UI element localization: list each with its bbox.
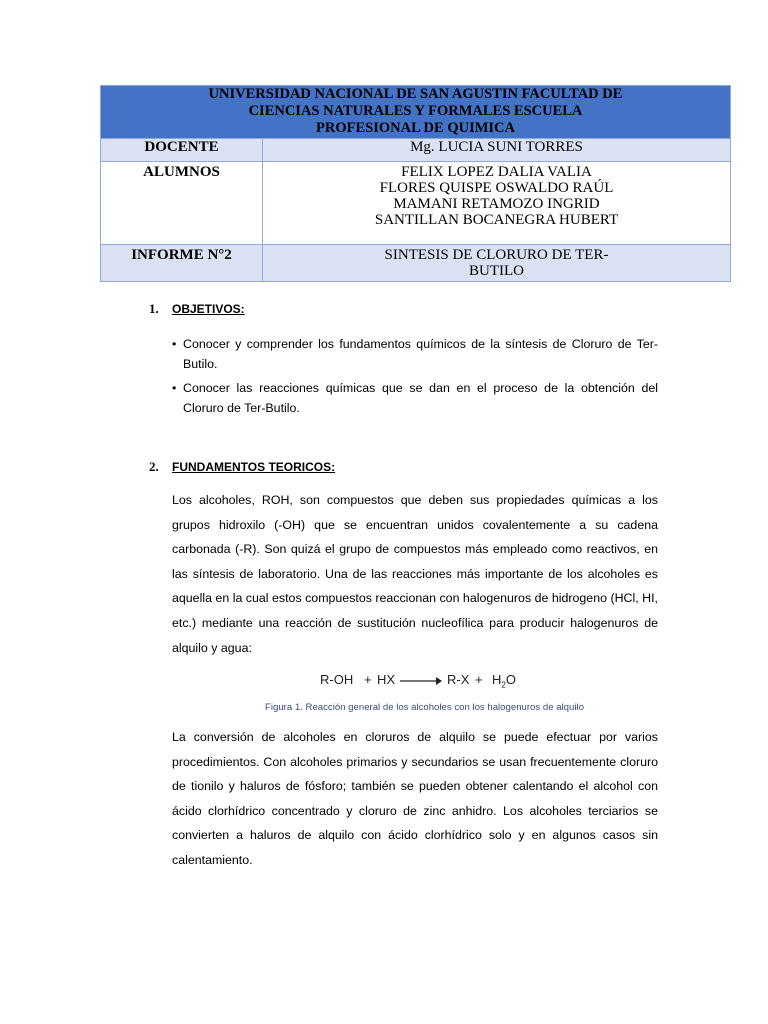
reaction-arrow-icon xyxy=(400,675,442,687)
bullet-dot-icon: • xyxy=(172,381,177,395)
section-number: 1. xyxy=(149,301,159,316)
water-subscript: 2 xyxy=(501,680,506,690)
figure-caption: Figura 1. Reacción general de los alcoholes con los halogenuros de alquilo xyxy=(265,702,584,713)
reactant: HX xyxy=(377,672,396,687)
informe-value-line: BUTILO xyxy=(469,263,524,279)
reactant: R-OH xyxy=(320,672,354,687)
docente-label: DOCENTE xyxy=(101,139,263,162)
bullet-dot-icon: • xyxy=(172,337,177,351)
water-o: O xyxy=(505,672,516,687)
informe-label: INFORME N°2 xyxy=(101,245,263,282)
header-table xyxy=(100,85,731,282)
plus-sign: + xyxy=(475,672,483,687)
plus-sign: + xyxy=(364,672,372,687)
section-title: OBJETIVOS: xyxy=(172,302,245,316)
student-name: MAMANI RETAMOZO INGRID xyxy=(393,196,600,212)
university-title xyxy=(101,86,731,139)
reaction-equation xyxy=(320,672,540,692)
objective-bullet xyxy=(172,378,658,418)
objective-bullet xyxy=(172,334,658,374)
student-name: FELIX LOPEZ DALIA VALIA xyxy=(401,164,592,180)
paragraph: La conversión de alcoholes en cloruros de alquilo se puede efectuar por varios procedimientos. Con alcoholes primarios y secundarios se usan frecuentemente cloruro de tionilo y haluros de fósforo; también se pueden obtener calentando el alcohol con ácido clorhídrico concentrado y cloruro de zinc anhidro. Los alcoholes terciarios se convierten a haluros de alquilo con ácido clorhídrico solo y en algunos casos sin calentamiento. xyxy=(172,730,658,867)
student-name: SANTILLAN BOCANEGRA HUBERT xyxy=(374,212,619,228)
water-h: H xyxy=(492,672,502,687)
paragraph: Los alcoholes, ROH, son compuestos que deben sus propiedades químicas a los grupos hidroxilo (-OH) que se encuentran unidos covalentemente a su cadena carbonada (-R). Son quizá el grupo de compuestos más empleado como reactivos, en las síntesis de laboratorio. Una de las reacciones más importante de los alcoholes es aquella en la cual estos compuestos reaccionan con halogenuros de hidrogeno (HCl, HI, etc.) mediante una reacción de sustitución nucleofílica para producir halogenuros de alquilo y agua: xyxy=(172,493,658,655)
title-line: UNIVERSIDAD NACIONAL DE SAN AGUSTIN FACULTAD DE xyxy=(208,86,623,102)
alumnos-label: ALUMNOS xyxy=(101,162,263,245)
objective-text: Conocer y comprender los fundamentos químicos de la síntesis de Cloruro de Ter-Butilo. xyxy=(183,337,658,371)
docente-value: Mg. LUCIA SUNI TORRES xyxy=(263,139,731,162)
objective-text: Conocer las reacciones químicas que se dan en el proceso de la obtención del Cloruro de Ter-Butilo. xyxy=(183,381,658,415)
title-line: CIENCIAS NATURALES Y FORMALES ESCUELA xyxy=(248,103,583,119)
section-title: FUNDAMENTOS TEORICOS: xyxy=(172,460,336,474)
title-line: PROFESIONAL DE QUIMICA xyxy=(316,120,515,136)
informe-value xyxy=(263,245,731,282)
alumnos-list xyxy=(263,162,731,245)
student-name: FLORES QUISPE OSWALDO RAÚL xyxy=(379,180,614,196)
product-water xyxy=(492,672,516,690)
informe-value-line: SINTESIS DE CLORURO DE TER- xyxy=(384,247,609,263)
section-number: 2. xyxy=(149,459,159,474)
product: R-X xyxy=(447,672,470,687)
